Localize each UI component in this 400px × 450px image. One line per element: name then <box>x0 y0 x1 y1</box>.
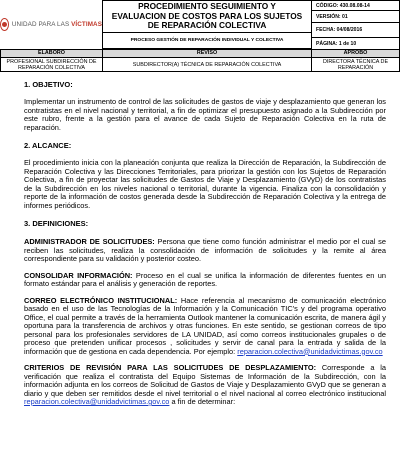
alcance-heading: 2. ALCANCE: <box>24 141 72 150</box>
document-title: PROCEDIMIENTO SEGUIMIENTO Y EVALUACION DE COSTOS PARA LOS SUJETOS DE REPARACIÓN COLECTIVA <box>102 0 312 33</box>
logo-text-b: VÍCTIMAS <box>71 21 102 28</box>
definition-term: ADMINISTRADOR DE SOLICITUDES: <box>24 237 155 246</box>
page-cell: PÁGINA: 1 de 10 <box>311 37 400 50</box>
date-cell: FECHA: 04/08/2016 <box>311 22 400 38</box>
reviso-body: SUBDIRECTOR(A) TÉCNICA DE REPARACIÓN COLECTIVA <box>132 61 282 68</box>
definition-text: Persona que tiene como función administrar el medio por el cual se reciben las solicitudes, realiza la consolidación de información de solicitudes y la remite al área correspondiente para su validación y posterior costeo. <box>24 237 386 263</box>
definition-text: Corresponde a la verificación que realiza el contratista del Equipo Sistemas de Información de la Subdirección, con la información adjunta en los correos de Solicitud de Gastos de Viaje y Desplazamiento GVyD que se generan a diario y que deben ser remitidos desde el nivel territorial o el nivel nacional al correo electrónico institucional <box>24 363 387 398</box>
definition-correo <box>24 297 386 357</box>
definition-text: Proceso en el cual se unifica la información de diferentes fuentes en un formato estándar para el análisis y generación de reportes. <box>24 270 386 288</box>
definition-term: CONSOLIDAR INFORMACIÓN: <box>24 270 133 280</box>
email-link[interactable]: reparacion.colectiva@unidadvictimas.gov.co <box>237 346 383 356</box>
email-link[interactable]: reparacion.colectiva@unidadvictimas.gov.co <box>24 397 170 406</box>
elaboro-head: ELABORÓ <box>1 50 102 58</box>
logo-text-a: UNIDAD PARA LAS <box>11 21 70 28</box>
definition-consolidar <box>24 272 386 289</box>
alcance-text: El procedimiento inicia con la planeación conjunta que realiza la Dirección de Reparación, la Subdirección de Reparación Colectiva y las Direcciones Territoriales, para priorizar la gestión con los Sujetos de Reparación Colectiva, a fin de proyectar las solicitudes de Gastos de Viaje y Desplazamiento (GVyD) de los contratistas de la Subdirección en los niveles nacional o territorial, durante la vigencia. Finaliza con la consolidación y reporte de la información de costos generada desde la Subdirección de Reparación Colectiva y la entrega de informes periódicos. <box>24 158 386 210</box>
elaboro-body: PROFESIONAL SUBDIRECCIÓN DE REPARACIÓN COLECTIVA <box>6 58 97 71</box>
code-cell: CÓDIGO: 430.08.08-14 <box>311 0 400 11</box>
definition-criterios <box>24 364 386 407</box>
objetivo-heading: 1. OBJETIVO: <box>24 80 73 89</box>
objetivo-text: Implementar un instrumento de control de las solicitudes de gastos de viaje y desplazamiento que generan los contratistas en el nivel nacional y territorial, a fin de optimizar el presupuesto asignado a la Subdirección por este rubro, frente a la gestión para el avance de cada Sujeto de Reparación Colectiva en la ruta de reparación. <box>24 97 386 132</box>
reviso-head: REVISÓ <box>103 50 311 58</box>
process-name: PROCESO GESTIÓN DE REPARACIÓN INDIVIDUAL Y COLECTIVA <box>102 32 312 49</box>
version-cell: VERSIÓN: 01 <box>311 10 400 23</box>
unidad-victimas-logo <box>0 0 102 49</box>
definition-term: CORREO ELECTRÓNICO INSTITUCIONAL: <box>24 295 178 305</box>
aprobo-body: DIRECTORA TÉCNICA DE REPARACIÓN <box>322 58 389 71</box>
aprobo-cell <box>311 49 400 72</box>
elaboro-cell <box>0 49 103 72</box>
definiciones-heading: 3. DEFINICIONES: <box>24 219 89 228</box>
definition-text: Hace referencia al mecanismo de comunicación electrónico basado en el uso de las Tecnologías de la Información y la Comunicación TIC's y del programa operativo Office, el cual permite a través de la herramienta Outlook mantener la comunicación escrita, de manera ágil y oportuna para la transferencia de archivos y otras funciones. En este sentido, se gestionan correos de tipo personal para los profesionales servidores de LA UNIDAD, así como correos institucionales grupales o de proceso que pretenden unificar procesos , solicitudes y servir de canal para la entrada y salida de la información que de gestiona en cada dependencia. Por ejemplo: <box>24 295 386 356</box>
seal-icon <box>0 18 9 31</box>
aprobo-head: APROBÓ <box>312 50 399 58</box>
document-body <box>24 80 386 407</box>
logo-text <box>12 21 102 28</box>
definition-administrador <box>24 238 386 264</box>
reviso-cell <box>102 49 312 72</box>
definition-tail: a fin de determinar: <box>169 397 236 406</box>
definition-term: CRITERIOS DE REVISIÓN PARA LAS SOLICITUDES DE DESPLAZAMIENTO: <box>24 363 317 372</box>
